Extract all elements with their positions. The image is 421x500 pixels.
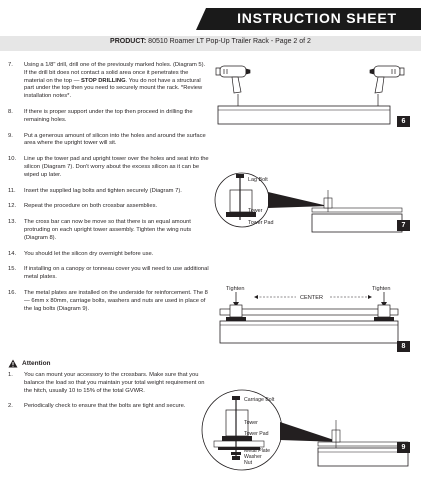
attention-heading — [8, 359, 210, 368]
step-text: The cross bar can now be move so that there is an equal amount protruding on each upright tower assembly. Tighten the wing nuts (Diagram 8). — [24, 219, 192, 241]
tighten-right-label: Tighten — [372, 286, 391, 292]
tighten-left-label: Tighten — [226, 286, 245, 292]
diagram-number: 8 — [397, 341, 410, 352]
product-line — [0, 38, 421, 45]
step-number: 8. — [8, 108, 13, 115]
step-number: 15. — [8, 266, 17, 273]
step-text: Line up the tower pad and upright tower over the holes and seat into the silicon (Diagram 7). Don't worry about the excess silicon as it can be wiped up later. — [24, 156, 209, 178]
step-11 — [8, 188, 210, 196]
carriage-bolt-label: Carriage Bolt — [244, 397, 275, 403]
diagram-number: 7 — [397, 220, 410, 231]
diagram-9 — [200, 380, 412, 498]
step-number: 13. — [8, 219, 17, 226]
instruction-steps — [8, 62, 210, 321]
diagram-number: 6 — [397, 116, 410, 127]
step-number: 16. — [8, 289, 17, 296]
step-text: If installing on a canopy or tonneau cover you will need to use additional metal plates. — [24, 266, 209, 281]
step-text: Repeat the procedure on both crossbar assemblies. — [24, 203, 158, 210]
step-number: 7. — [8, 62, 13, 68]
metal-plate-label: Metal Plate — [244, 448, 270, 454]
step-number: 9. — [8, 132, 13, 139]
step-text-part: Using a 1/8" drill, drill one of the previously marked holes. (Diagram 5). If the drill bit does not contact a solid area once it penetrates the material on the top — — [24, 62, 206, 84]
attention-number: 1. — [8, 372, 13, 378]
diagram-7 — [212, 162, 412, 242]
attention-text: Periodically check to ensure that the bolts are tight and secure. — [24, 403, 186, 410]
step-12 — [8, 203, 210, 211]
step-16 — [8, 290, 210, 313]
step-text: Put a generous amount of silicon into the holes and around the surface area where the upright tower will sit. — [24, 132, 206, 147]
step-text: The metal plates are installed on the underside for reinforcement. The 8 — 6mm x 80mm, carriage bolts, washers and nuts are used in place of the lag bolts (Diagram 9). — [24, 289, 208, 312]
attention-text: You can mount your accessory to the crossbars. Make sure that you balance the load so that you maintain your total weight requirement on the hitch, usually 10 to 15% of the total GVWR. — [24, 372, 205, 394]
washer-label: Washer — [244, 454, 262, 460]
step-text-tail: . You do not have a structural part under the top then you need to securely mount the rack. *Review installation notes*. — [24, 77, 203, 100]
center-label: CENTER — [300, 295, 323, 301]
step-number: 12. — [8, 203, 17, 210]
attention-item-1 — [8, 372, 210, 395]
step-10 — [8, 156, 210, 179]
product-label: PRODUCT: — [110, 38, 147, 45]
step-text: You should let the silicon dry overnight before use. — [24, 250, 154, 257]
tower-label: Tower — [248, 208, 263, 214]
diagram-8-illustration — [212, 283, 412, 363]
lag-bolt-label: Lag Bolt — [248, 177, 268, 183]
diagram-6 — [212, 58, 412, 138]
step-text: If there is proper support under the top then proceed in drilling the remaining holes. — [24, 108, 193, 123]
step-9 — [8, 133, 210, 149]
step-warning: STOP DRILLING — [81, 77, 126, 84]
diagram-8 — [212, 283, 412, 363]
warning-icon — [8, 359, 18, 368]
diagram-9-illustration — [200, 380, 412, 498]
diagram-6-illustration — [212, 58, 412, 138]
step-14 — [8, 251, 210, 259]
tower-pad-label: Tower Pad — [248, 220, 274, 226]
attention-item-2 — [8, 403, 210, 411]
step-15 — [8, 266, 210, 282]
step-8 — [8, 109, 210, 125]
tower-label: Tower — [244, 420, 258, 426]
tower-pad-label: Tower Pad — [244, 431, 269, 437]
diagram-number: 9 — [397, 442, 410, 453]
drill-icon — [370, 66, 404, 106]
drill-icon — [216, 66, 250, 106]
attention-title: Attention — [22, 360, 51, 367]
step-13 — [8, 219, 210, 242]
attention-section — [8, 359, 210, 419]
header-bar — [0, 0, 421, 33]
attention-number: 2. — [8, 403, 13, 410]
page-title: INSTRUCTION SHEET — [237, 10, 397, 26]
step-text: Insert the supplied lag bolts and tighten securely (Diagram 7). — [24, 187, 182, 194]
step-7 — [8, 62, 210, 101]
diagram-7-illustration — [212, 162, 412, 242]
step-number: 11. — [8, 187, 16, 194]
step-number: 14. — [8, 250, 17, 257]
nut-label: Nut — [244, 460, 253, 466]
step-number: 10. — [8, 156, 17, 163]
step-text — [24, 62, 210, 101]
product-text: 80510 Roamer LT Pop-Up Trailer Rack - Page 2 of 2 — [148, 38, 311, 45]
